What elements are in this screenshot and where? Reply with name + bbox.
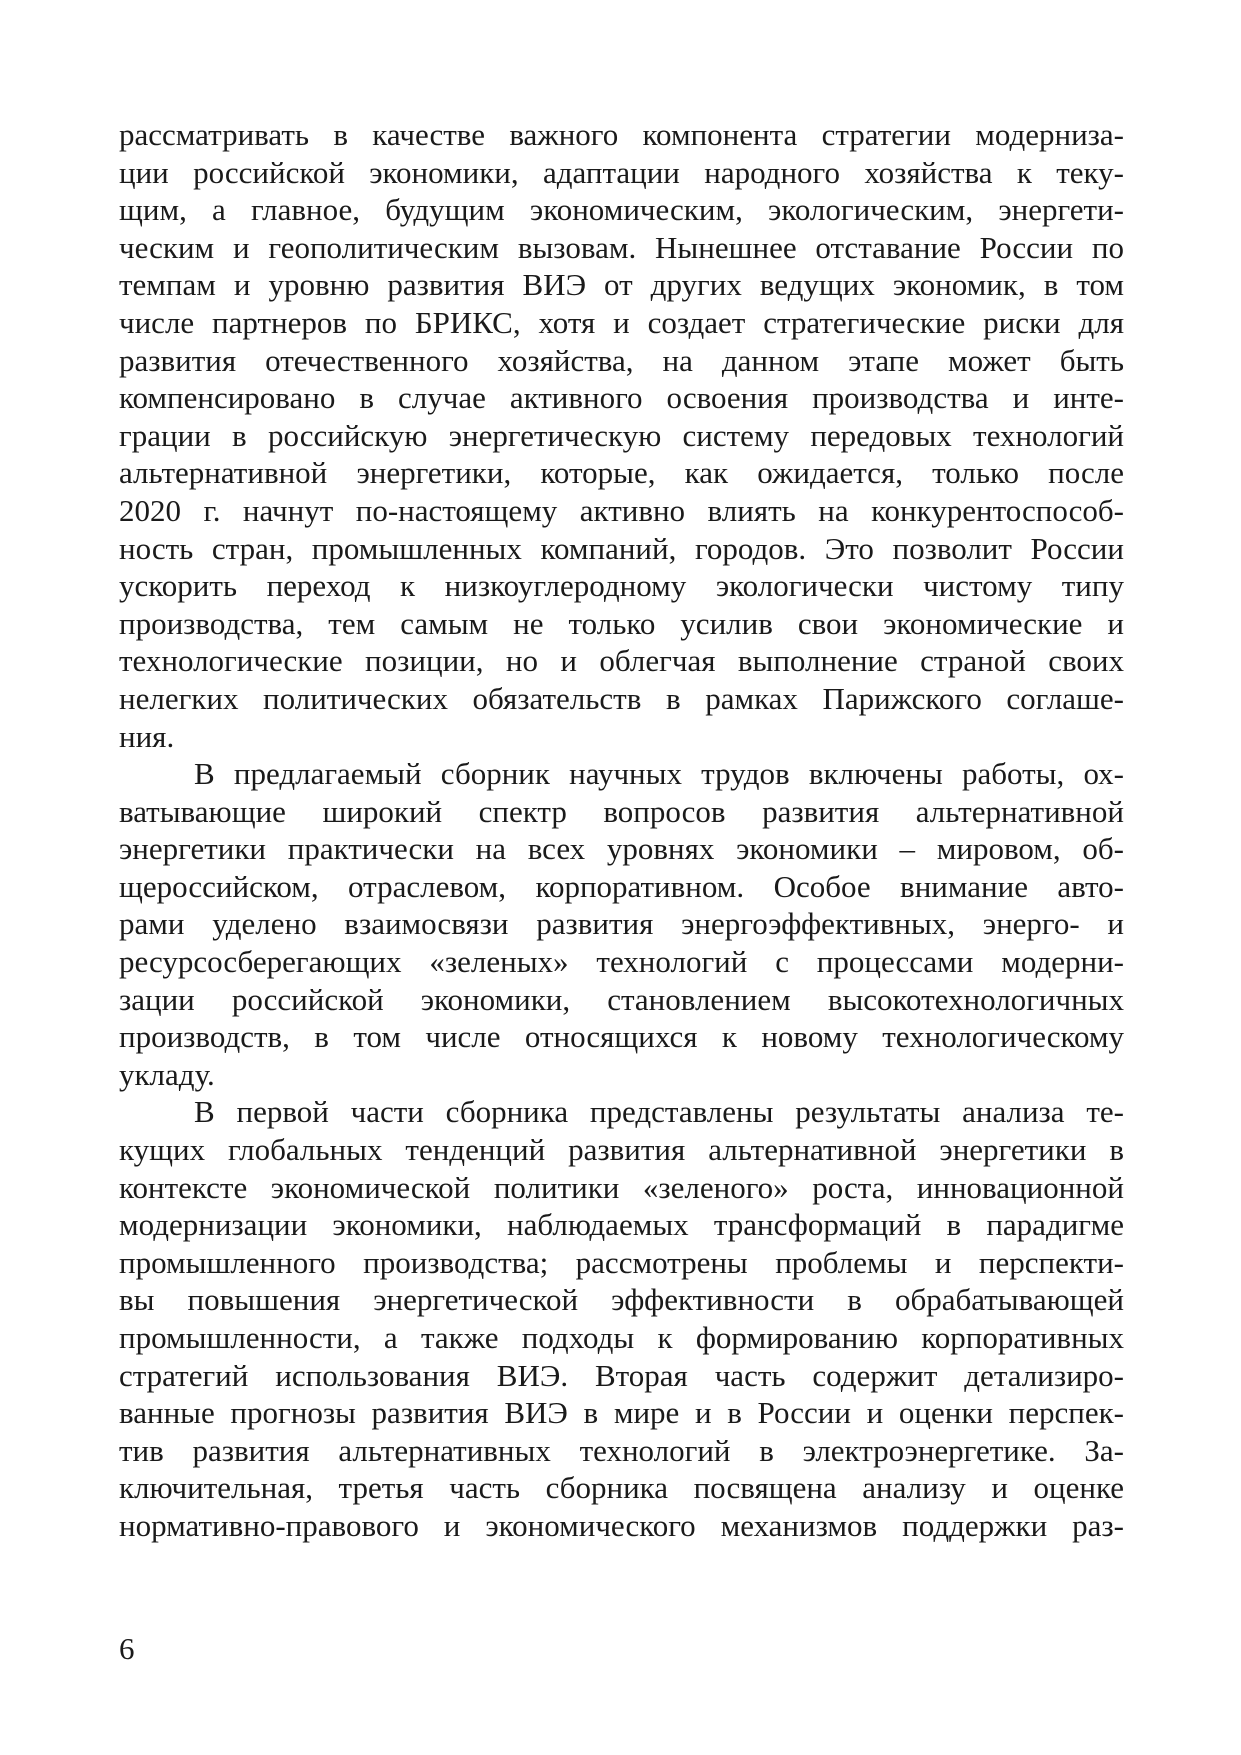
text-line: укладу. [119,1056,215,1092]
text-line: производств, в том числе относящихся к новому технологическому [119,1019,1124,1055]
text-line: развития отечественного хозяйства, на данном этапе может быть [119,342,1124,378]
text-line: вы повышения энергетической эффективности в обрабатывающей [119,1282,1124,1318]
text-line: рассматривать в качестве важного компонента стратегии модерниза- [119,117,1124,152]
text-line: 2020 г. начнут по-настоящему активно влиять на конкурентоспособ- [119,492,1124,528]
text-line: альтернативной энергетики, которые, как ожидается, только после [119,455,1124,491]
paragraph-first-line: В первой части сборника представлены результаты анализа те- [194,1094,1124,1130]
text-line: ключительная, третья часть сборника посвящена анализу и оценке [119,1470,1124,1506]
text-line: щим, а главное, будущим экономическим, экологическим, энергети- [119,192,1124,228]
text-line: контексте экономической политики «зеленого» роста, инновационной [119,1169,1124,1205]
text-line: производства, тем самым не только усилив свои экономические и [119,605,1124,641]
body-text [119,116,1124,1545]
text-line: числе партнеров по БРИКС, хотя и создает стратегические риски для [119,304,1124,340]
text-line: нелегких политических обязательств в рамках Парижского соглаше- [119,680,1124,716]
text-line: модернизации экономики, наблюдаемых трансформаций в парадигме [119,1207,1124,1243]
text-line: технологические позиции, но и облегчая выполнение страной своих [119,643,1124,679]
text-line: зации российской экономики, становлением высокотехнологичных [119,981,1124,1017]
paragraph-first-line: В предлагаемый сборник научных трудов включены работы, ох- [194,756,1124,792]
text-line: ность стран, промышленных компаний, городов. Это позволит России [119,530,1124,566]
text-line: ции российской экономики, адаптации народного хозяйства к теку- [119,154,1124,190]
text-line: ческим и геополитическим вызовам. Нынешнее отставание России по [119,229,1124,265]
text-line: ванные прогнозы развития ВИЭ в мире и в России и оценки перспек- [119,1395,1124,1431]
text-line: тив развития альтернативных технологий в электроэнергетике. За- [119,1432,1124,1468]
text-line: щероссийском, отраслевом, корпоративном. Особое внимание авто- [119,868,1124,904]
text-line: грации в российскую энергетическую систему передовых технологий [119,417,1124,453]
text-line: рами уделено взаимосвязи развития энергоэффективных, энерго- и [119,906,1124,942]
text-line: промышленности, а также подходы к формированию корпоративных [119,1320,1124,1355]
page-number: 6 [119,1631,135,1666]
text-line: ния. [119,718,175,754]
text-line: ресурсосберегающих «зеленых» технологий с процессами модерни- [119,944,1124,980]
text-line: ватывающие широкий спектр вопросов развития альтернативной [119,793,1124,829]
text-line: промышленного производства; рассмотрены проблемы и перспекти- [119,1244,1124,1280]
text-line: нормативно-правового и экономического механизмов поддержки раз- [119,1507,1124,1543]
text-line: компенсировано в случае активного освоения производства и инте- [119,380,1124,416]
text-line: энергетики практически на всех уровнях экономики – мировом, об- [119,831,1124,867]
text-line: ускорить переход к низкоуглеродному экологически чистому типу [119,568,1124,604]
text-line: темпам и уровню развития ВИЭ от других ведущих экономик, в том [119,267,1124,303]
text-line: кущих глобальных тенденций развития альтернативной энергетики в [119,1132,1124,1168]
text-line: стратегий использования ВИЭ. Вторая часть содержит детализиро- [119,1357,1124,1393]
